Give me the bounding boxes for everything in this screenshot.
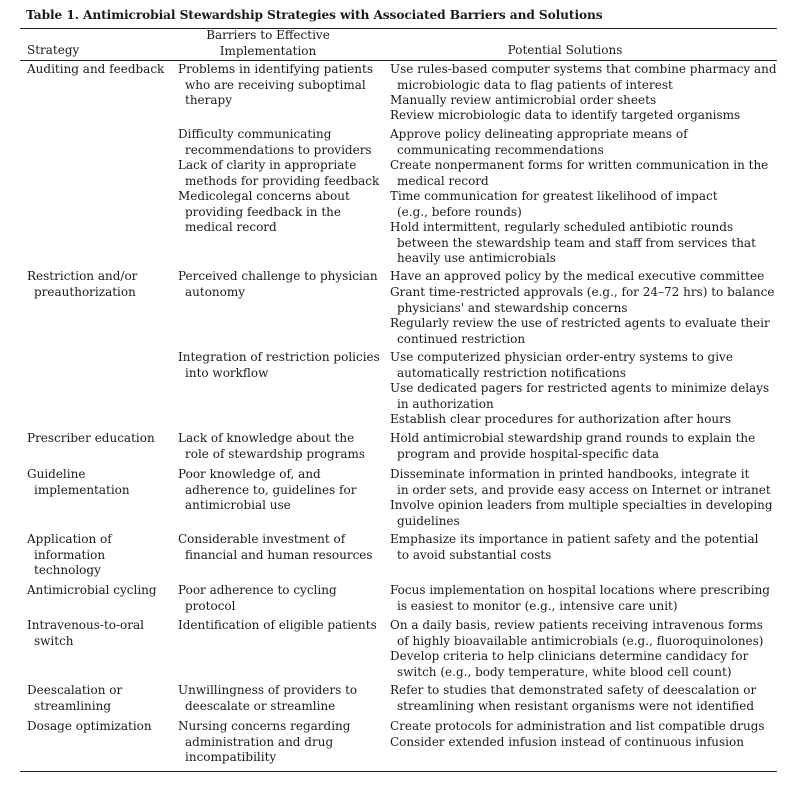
strategy-cell-line: Deescalation or [27, 683, 123, 697]
barrier-cell [178, 467, 383, 514]
solution-cell-line: Establish clear procedures for authorization after hours [390, 412, 732, 426]
solution-cell-line: heavily use antimicrobials [397, 251, 556, 265]
solution-cell-line: Focus implementation on hospital locations where prescribing [390, 583, 770, 597]
barrier-cell-line: Considerable investment of [178, 532, 346, 546]
solution-cell [390, 467, 780, 498]
strategy-cell-line: information [34, 547, 106, 562]
solution-cell-line: Emphasize its importance in patient safety and the potential [390, 532, 759, 546]
barrier-cell-line: providing feedback in the [185, 204, 342, 219]
barrier-cell [178, 189, 383, 236]
solution-cell [390, 158, 780, 189]
solution-cell [390, 220, 780, 267]
solution-cell [390, 93, 780, 109]
strategy-cell-line: Prescriber education [27, 431, 155, 445]
strategy-cell [27, 269, 177, 300]
header-rule [20, 60, 777, 61]
barrier-cell [178, 532, 383, 563]
barrier-cell-line: Problems in identifying patients [178, 62, 373, 76]
barrier-cell-line: deescalate or streamline [185, 698, 336, 713]
solution-cell-line: Hold intermittent, regularly scheduled antibiotic rounds [390, 220, 734, 234]
top-rule [20, 28, 777, 29]
barrier-cell-line: medical record [185, 220, 277, 234]
solution-cell-line: in authorization [397, 396, 494, 411]
strategy-cell [27, 719, 177, 735]
barrier-cell-line: protocol [185, 598, 236, 613]
solution-cell-line: Use dedicated pagers for restricted agents to minimize delays [390, 381, 770, 395]
strategy-cell-line: Restriction and/or [27, 269, 138, 283]
strategy-cell [27, 62, 177, 78]
barrier-cell-line: Identification of eligible patients [178, 618, 377, 632]
barrier-cell-line: Difficulty communicating [178, 127, 332, 141]
strategy-cell-line: technology [34, 563, 101, 577]
solution-cell-line: Involve opinion leaders from multiple specialties in developing [390, 498, 773, 512]
solution-cell [390, 269, 780, 285]
solution-cell-line: continued restriction [397, 331, 526, 346]
solution-cell-line: physicians' and stewardship concerns [397, 300, 628, 315]
bottom-rule [20, 771, 777, 772]
barrier-cell-line: adherence to, guidelines for [185, 482, 357, 497]
table-title: Table 1. Antimicrobial Stewardship Strategies with Associated Barriers and Solutions [26, 8, 603, 22]
solution-cell-line: microbiologic data to flag patients of interest [397, 77, 673, 92]
barrier-cell-line: Integration of restriction policies [178, 350, 380, 364]
strategy-cell-line: streamlining [34, 698, 112, 713]
barrier-cell-line: autonomy [185, 284, 246, 299]
solution-cell-line: Time communication for greatest likelihood of impact [390, 189, 718, 203]
barrier-cell-line: antimicrobial use [185, 498, 291, 512]
strategy-cell-line: Intravenous-to-oral [27, 618, 145, 632]
solution-cell-line: Have an approved policy by the medical executive committee [390, 269, 765, 283]
strategy-cell [27, 583, 177, 599]
barrier-cell-line: Medicolegal concerns about [178, 189, 350, 203]
barrier-cell [178, 158, 383, 189]
solution-cell-line: Hold antimicrobial stewardship grand rounds to explain the [390, 431, 756, 445]
solution-cell-line: Regularly review the use of restricted agents to evaluate their [390, 316, 770, 330]
barrier-cell-line: administration and drug [185, 734, 334, 749]
solution-cell [390, 735, 780, 751]
strategy-cell-line: switch [34, 633, 74, 648]
solution-cell [390, 719, 780, 735]
barrier-cell-line: Perceived challenge to physician [178, 269, 378, 283]
solution-cell-line: in order sets, and provide easy access on Internet or intranet [397, 482, 771, 497]
solution-cell [390, 618, 780, 649]
header-barriers-line2: Implementation [219, 43, 317, 58]
solution-cell [390, 583, 780, 614]
solution-cell [390, 316, 780, 347]
solution-cell-line: medical record [397, 173, 489, 188]
solution-cell [390, 649, 780, 680]
header-barriers-line1: Barriers to Effective [206, 28, 330, 42]
barrier-cell [178, 719, 383, 766]
strategy-cell-line: implementation [34, 482, 130, 497]
solution-cell [390, 498, 780, 529]
strategy-cell [27, 683, 177, 714]
barrier-cell-line: financial and human resources [185, 547, 373, 562]
barrier-cell-line: therapy [185, 93, 233, 107]
strategy-cell [27, 431, 177, 447]
strategy-cell-line: Guideline [27, 467, 86, 481]
solution-cell-line: On a daily basis, review patients receiving intravenous forms [390, 618, 763, 632]
barrier-cell [178, 583, 383, 614]
barrier-cell-line: Lack of knowledge about the [178, 431, 355, 445]
solution-cell [390, 127, 780, 158]
barrier-cell [178, 431, 383, 462]
barrier-cell [178, 350, 383, 381]
solution-cell-line: is easiest to monitor (e.g., intensive care unit) [397, 598, 678, 613]
strategy-cell [27, 532, 177, 579]
solution-cell-line: between the stewardship team and staff from services that [397, 235, 756, 250]
solution-cell-line: Consider extended infusion instead of continuous infusion [390, 734, 744, 749]
solution-cell-line: of highly bioavailable antimicrobials (e.g., fluoroquinolones) [397, 633, 764, 648]
barrier-cell [178, 127, 383, 158]
strategy-cell [27, 618, 177, 649]
solution-cell-line: guidelines [397, 513, 460, 528]
barrier-cell-line: methods for providing feedback [185, 173, 380, 188]
barrier-cell-line: role of stewardship programs [185, 446, 366, 461]
solution-cell [390, 62, 780, 93]
solution-cell-line: to avoid substantial costs [397, 547, 552, 562]
strategy-cell-line: Antimicrobial cycling [27, 583, 157, 597]
solution-cell [390, 412, 780, 428]
barrier-cell-line: Lack of clarity in appropriate [178, 158, 357, 172]
solution-cell [390, 108, 780, 124]
strategy-cell-line: Auditing and feedback [27, 62, 165, 76]
header-strategy: Strategy [27, 43, 80, 57]
solution-cell-line: Review microbiologic data to identify targeted organisms [390, 108, 741, 122]
solution-cell-line: Create protocols for administration and list compatible drugs [390, 719, 765, 733]
solution-cell [390, 532, 780, 563]
solution-cell-line: Manually review antimicrobial order sheets [390, 93, 657, 107]
solution-cell-line: Approve policy delineating appropriate means of [390, 127, 688, 141]
barrier-cell-line: Poor adherence to cycling [178, 583, 337, 597]
header-barriers [180, 28, 356, 59]
strategy-cell-line: Application of [27, 532, 112, 546]
solution-cell-line: Refer to studies that demonstrated safety of deescalation or [390, 683, 757, 697]
barrier-cell-line: Nursing concerns regarding [178, 719, 351, 733]
barrier-cell-line: Unwillingness of providers to [178, 683, 358, 697]
solution-cell-line: communicating recommendations [397, 142, 604, 157]
barrier-cell-line: who are receiving suboptimal [185, 77, 366, 92]
strategy-cell-line: Dosage optimization [27, 719, 152, 733]
solution-cell [390, 189, 780, 220]
solution-cell-line: Disseminate information in printed handbooks, integrate it [390, 467, 750, 481]
solution-cell-line: switch (e.g., body temperature, white blood cell count) [397, 664, 732, 679]
solution-cell-line: program and provide hospital-specific data [397, 446, 659, 461]
solution-cell [390, 683, 780, 714]
solution-cell [390, 285, 780, 316]
solution-cell-line: Create nonpermanent forms for written communication in the [390, 158, 769, 172]
barrier-cell [178, 62, 383, 109]
barrier-cell [178, 683, 383, 714]
solution-cell-line: automatically restriction notifications [397, 365, 627, 380]
solution-cell-line: streamlining when resistant organisms were not identified [397, 698, 755, 713]
header-solutions: Potential Solutions [507, 43, 623, 57]
solution-cell [390, 381, 780, 412]
barrier-cell-line: into workflow [185, 365, 269, 380]
solution-cell-line: Grant time-restricted approvals (e.g., for 24–72 hrs) to balance [390, 285, 775, 299]
barrier-cell-line: incompatibility [185, 750, 277, 764]
solution-cell-line: (e.g., before rounds) [397, 204, 522, 219]
barrier-cell [178, 269, 383, 300]
solution-cell [390, 431, 780, 462]
barrier-cell [178, 618, 383, 634]
solution-cell [390, 350, 780, 381]
barrier-cell-line: recommendations to providers [185, 142, 372, 157]
strategy-cell-line: preauthorization [34, 284, 136, 299]
strategy-cell [27, 467, 177, 498]
solution-cell-line: Use computerized physician order-entry systems to give [390, 350, 733, 364]
solution-cell-line: Use rules-based computer systems that combine pharmacy and [390, 62, 777, 76]
barrier-cell-line: Poor knowledge of, and [178, 467, 321, 481]
solution-cell-line: Develop criteria to help clinicians determine candidacy for [390, 649, 749, 663]
